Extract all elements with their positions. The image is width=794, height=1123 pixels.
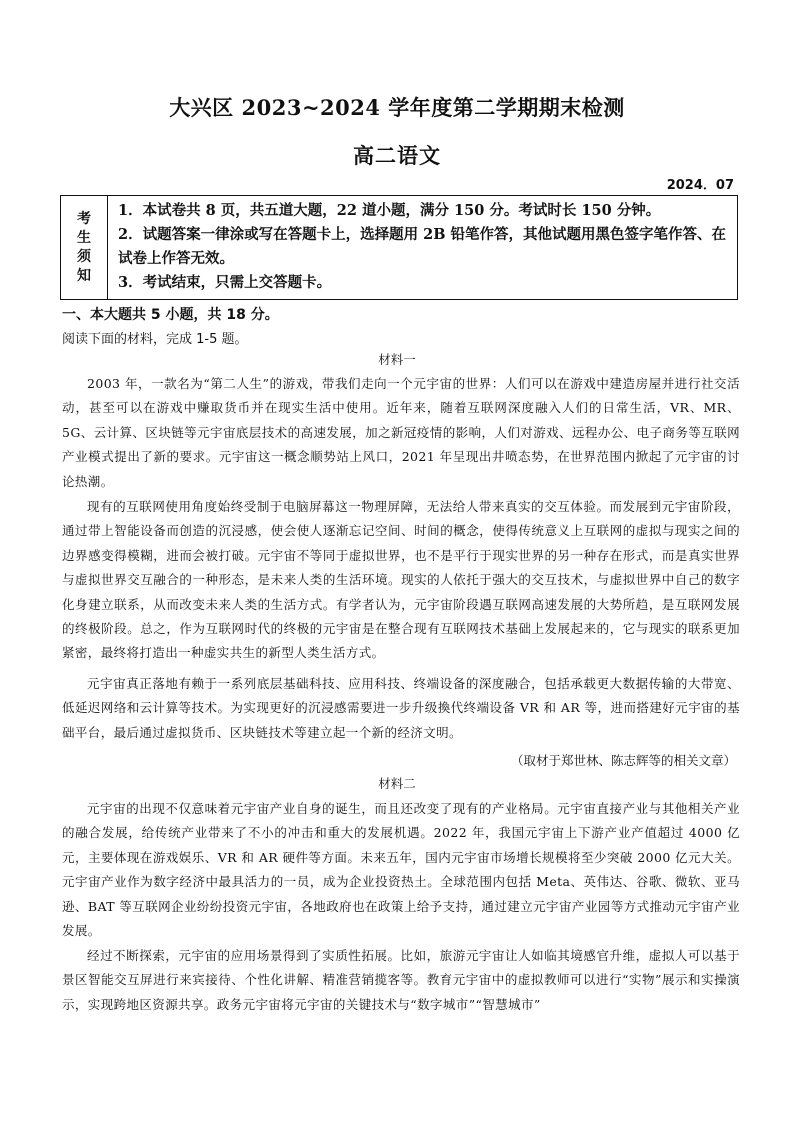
exam-date: 2024．07 bbox=[666, 178, 734, 193]
notice-label-char: 须 bbox=[77, 248, 91, 265]
exam-subject: 高二语文 bbox=[353, 143, 441, 168]
notice-rules bbox=[108, 196, 738, 300]
material-1-paragraph-1: 2003 年，一款名为“第二人生”的游戏，带我们走向一个元宇宙的世界：人们可以在游戏中建造房屋并进行社交活动，甚至可以在游戏中赚取货币并在现实生活中使用。近年来，随着互联网深度融入人们的日常生活，VR、MR、5G、云计算、区块链等元宇宙底层技术的高速发展，加之新冠疫情的影响，人们对游戏、远程办公、电子商务等互联网产业模式提出了新的要求。元宇宙这一概念顺势站上风口，2021 年呈现出井喷态势，在世界范围内掀起了元宇宙的讨论热潮。 bbox=[62, 376, 740, 489]
section-heading: 一、本大题共 5 小题，共 18 分。 bbox=[62, 307, 279, 323]
notice-rule-3: 3．考试结束，只需上交答题卡。 bbox=[118, 274, 332, 291]
material-2-heading: 材料二 bbox=[378, 776, 416, 791]
notice-label-char: 考 bbox=[77, 210, 91, 227]
notice-rule-2: 2．试题答案一律涂或写在答题卡上，选择题用 2B 铅笔作答，其他试题用黑色签字笔作答、在试卷上作答无效。 bbox=[118, 226, 727, 267]
material-1-paragraph-3: 元宇宙真正落地有赖于一系列底层基础科技、应用科技、终端设备的深度融合，包括承载更大数据传输的大带宽、低延迟网络和云计算等技术。为实现更好的沉浸感需要进一步升级換代终端设备 VR 和 AR 等，进而搭建好元宇宙的基础平台，最后通过虚拟货币、区块链技术等建立起一个新的经济文明。 bbox=[62, 676, 740, 740]
notice-rule-1: 1．本试卷共 8 页，共五道大题，22 道小题，满分 150 分。考试时长 150 分钟。 bbox=[118, 202, 661, 219]
notice-label-char: 生 bbox=[77, 229, 91, 246]
material-1-source: （取材于郑世林、陈志辉等的相关文章） bbox=[510, 753, 736, 768]
section-instruction: 阅读下面的材料，完成 1-5 题。 bbox=[62, 332, 248, 347]
material-1-heading: 材料一 bbox=[378, 352, 416, 367]
notice-label bbox=[61, 196, 108, 300]
material-2-paragraph-1: 元宇宙的出现不仅意味着元宇宙产业自身的诞生，而且还改变了现有的产业格局。元宇宙直接产业与其他相关产业的融合发展，给传统产业带来了不小的冲击和重大的发展机遇。2022 年，我国元宇宙上下游产业产值超过 4000 亿元，主要体现在游戏娱乐、VR 和 AR 硬件等方面。未来五年，国内元宇宙市场增长规模将至少突破 2000 亿元大关。元宇宙产业作为数字经济中最具活力的一员，成为企业投资热土。全球范围内包括 Meta、英伟达、谷歌、微软、亚马逊、BAT 等互联网企业纷纷投资元宇宙，各地政府也在政策上给予支持，通过建立元宇宙产业园等方式推动元宇宙产业发展。 bbox=[62, 801, 740, 939]
material-1-paragraph-2: 现有的互联网使用角度始终受制于电脑屏幕这一物理屏障，无法给人带来真实的交互体验。而发展到元宇宙阶段，通过带上智能设备而创造的沉浸感，使会使人逐渐忘记空间、时间的概念，使得传统意义上互联网的虚拟与现实之间的边界感变得模糊，进而会被打破。元宇宙不等同于虚拟世界，也不是平行于现实世界的另一种存在形式，而是真实世界与虚拟世界交互融合的一种形态，是未来人类的生活环境。现实的人依托于强大的交互技术，与虚拟世界中自己的数字化身建立联系，从而改变未来人类的生活方式。有学者认为，元宇宙阶段遇互联网高速发展的大势所趋，是互联网发展的终极阶段。总之，作为互联网时代的终极的元宇宙是在整合现有互联网技术基础上发展起来的，它与现实的联系更加紧密，最终将打造出一种虚实共生的新型人类生活方式。 bbox=[62, 499, 740, 661]
exam-title: 大兴区 2023~2024 学年度第二学期期末检测 bbox=[169, 95, 625, 120]
candidate-notice-box bbox=[60, 195, 738, 300]
notice-label-char: 知 bbox=[77, 267, 91, 284]
material-2-paragraph-2: 经过不断探索，元宇宙的应用场景得到了实质性拓展。比如，旅游元宇宙让人如临其境感官升维，虚拟人可以基于景区智能交互屏进行来宾接待、个性化讲解、精准营销揽客等。教育元宇宙中的虚拟教师可以进行“实物”展示和实操演示，实现跨地区资源共享。政务元宇宙将元宇宙的关键技术与“数字城市”“智慧城市” bbox=[62, 948, 740, 1012]
